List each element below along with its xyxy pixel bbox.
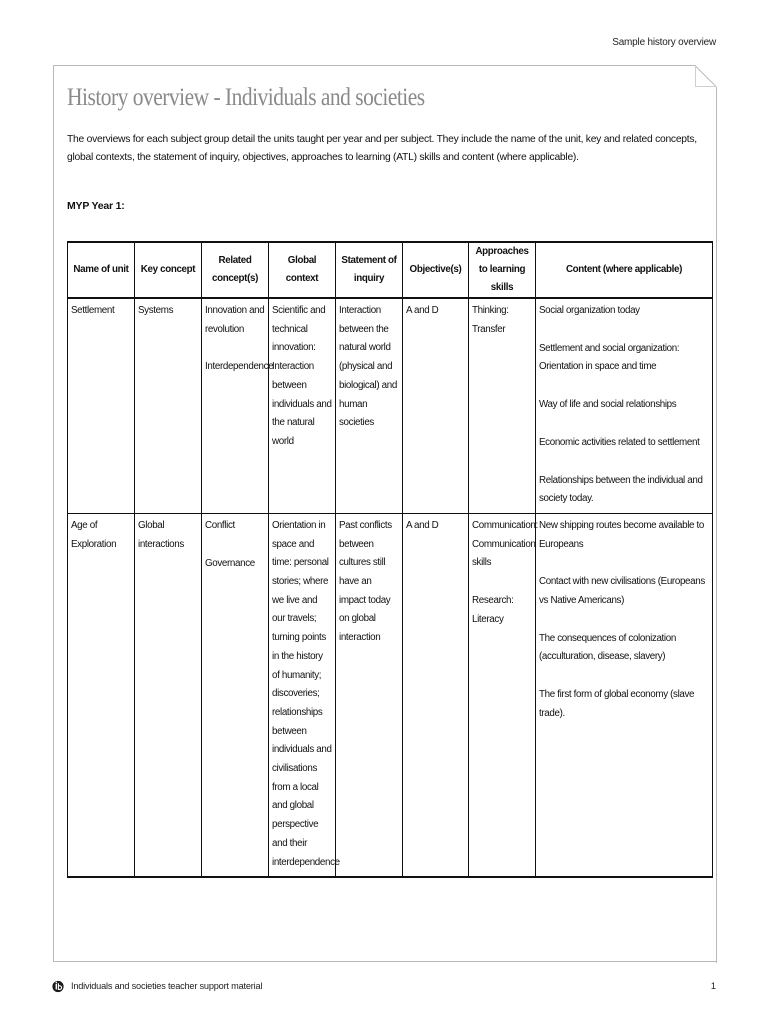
overview-table [67,241,713,878]
cell-statement-of-inquiry: Past conflicts between cultures still have an impact today on global interaction [336,513,403,877]
cell-global-context: Scientific and technical innovation: Interaction between individuals and the natural world [269,298,336,513]
running-head: Sample history overview [612,37,716,48]
content-item: Way of life and social relationships [539,399,677,411]
cell-atl-skills [469,513,536,877]
content-item: New shipping routes become available to Europeans [539,519,704,550]
cell-content [536,513,713,877]
content-item: The first form of global economy (slave trade). [539,689,695,719]
related-concept: Innovation and revolution [205,305,265,335]
content-item: The consequences of colonization (acculturation, disease, slavery) [539,632,676,663]
header-atl-skills: Approaches to learning skills [469,242,536,298]
cell-atl-skills [469,298,536,513]
cell-related-concepts [202,298,274,513]
cell-name-of-unit: Settlement [68,298,135,513]
cell-content [536,298,713,513]
cell-statement-of-inquiry: Interaction between the natural world (physical and biological) and human societies [336,298,403,513]
cell-objectives: A and D [403,513,469,877]
header-key-concept: Key concept [135,242,202,298]
atl-skill: Research: Literacy [472,595,514,625]
intro-paragraph: The overviews for each subject group detail the units taught per year and per subject. They include the name of the unit, key and related concepts, global contexts, the statement of inquiry, objectives, approaches to learning (ATL) skills and content (where applicable). [67,134,697,163]
page-frame-right-edge [716,86,717,963]
header-content: Content (where applicable) [536,242,713,298]
atl-skill: Thinking: Transfer [472,305,509,335]
table-row [68,298,713,513]
related-concept: Governance [205,557,255,569]
footer-text: Individuals and societies teacher support material [71,981,263,991]
content-item: Social organization today [539,305,640,316]
content-item: Settlement and social organization: Orientation in space and time [539,342,680,373]
page-corner-icon [695,65,717,87]
page-title: History overview - Individuals and societies [67,84,425,111]
cell-related-concepts [202,513,269,877]
header-name-of-unit: Name of unit [68,242,135,298]
table-row [68,513,713,877]
content-item: Relationships between the individual and society today. [539,474,703,505]
content-item: Contact with new civilisations (Europeans vs Native Americans) [539,576,705,607]
header-global-context: Global context [269,242,336,298]
cell-name-of-unit: Age of Exploration [68,513,135,877]
header-objectives: Objective(s) [403,242,469,298]
header-related-concepts: Related concept(s) [202,242,269,298]
content-item: Economic activities related to settlement [539,436,700,448]
cell-key-concept: Systems [135,298,202,513]
header-statement-of-inquiry: Statement of inquiry [336,242,403,298]
table-header-row [68,242,713,298]
cell-key-concept: Global interactions [135,513,202,877]
year-heading: MYP Year 1: [67,200,125,212]
cell-global-context: Orientation in space and time: personal stories; where we live and our travels; turning points in the history of humanity; discoveries; relationships between individuals and civilisations from a local and global perspective and their interdependence [269,513,336,877]
page-number: 1 [710,981,716,991]
related-concept: Interdependence [205,361,274,373]
ib-logo-icon [52,979,64,993]
atl-skill: Communication: Communication skills [472,519,538,569]
related-concept: Conflict [205,519,235,531]
cell-objectives: A and D [403,298,469,513]
